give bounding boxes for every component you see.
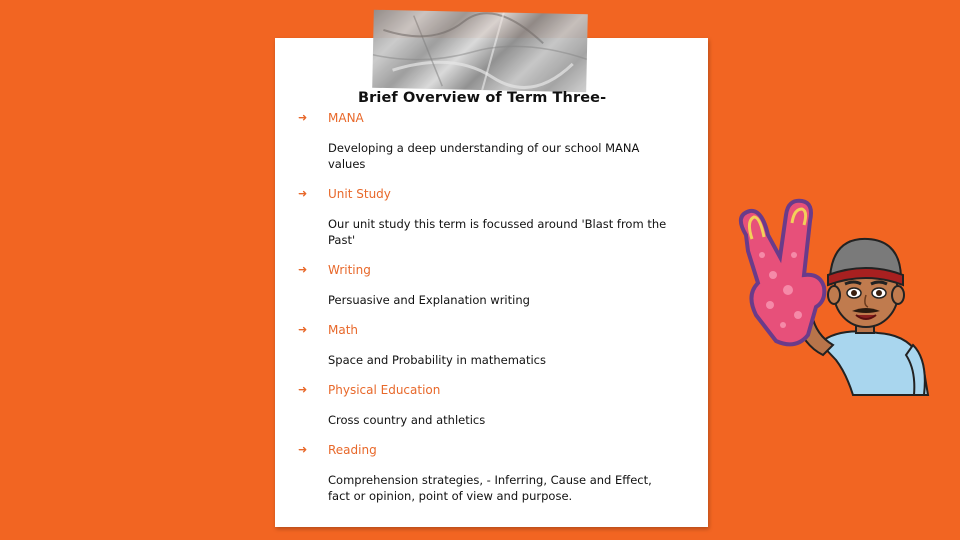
- item-description: Developing a deep understanding of our school MANA values: [328, 141, 640, 171]
- tape-graphic: [372, 10, 588, 92]
- item-heading: Writing: [328, 263, 371, 277]
- arrow-right-icon: ➜: [298, 111, 308, 124]
- arrow-right-icon: ➜: [298, 263, 308, 276]
- item-description: Comprehension strategies, - Inferring, Cause and Effect, fact or opinion, point of view and purpose.: [328, 473, 652, 503]
- item-description: Space and Probability in mathematics: [328, 353, 546, 367]
- item-heading: MANA: [328, 111, 364, 125]
- item-description: Our unit study this term is focussed around 'Blast from the Past': [328, 217, 667, 247]
- arrow-right-icon: ➜: [298, 443, 308, 456]
- bitmoji-illustration: [728, 195, 933, 404]
- page-title: Brief Overview of Term Three-: [358, 90, 607, 106]
- item-description: Persuasive and Explanation writing: [328, 293, 530, 307]
- item-heading: Reading: [328, 443, 377, 457]
- item-description: Cross country and athletics: [328, 413, 486, 427]
- item-heading: Math: [328, 323, 359, 337]
- arrow-right-icon: ➜: [298, 187, 308, 200]
- item-heading: Unit Study: [328, 187, 391, 201]
- arrow-right-icon: ➜: [298, 323, 308, 336]
- item-heading: Physical Education: [328, 383, 441, 397]
- arrow-right-icon: ➜: [298, 383, 308, 396]
